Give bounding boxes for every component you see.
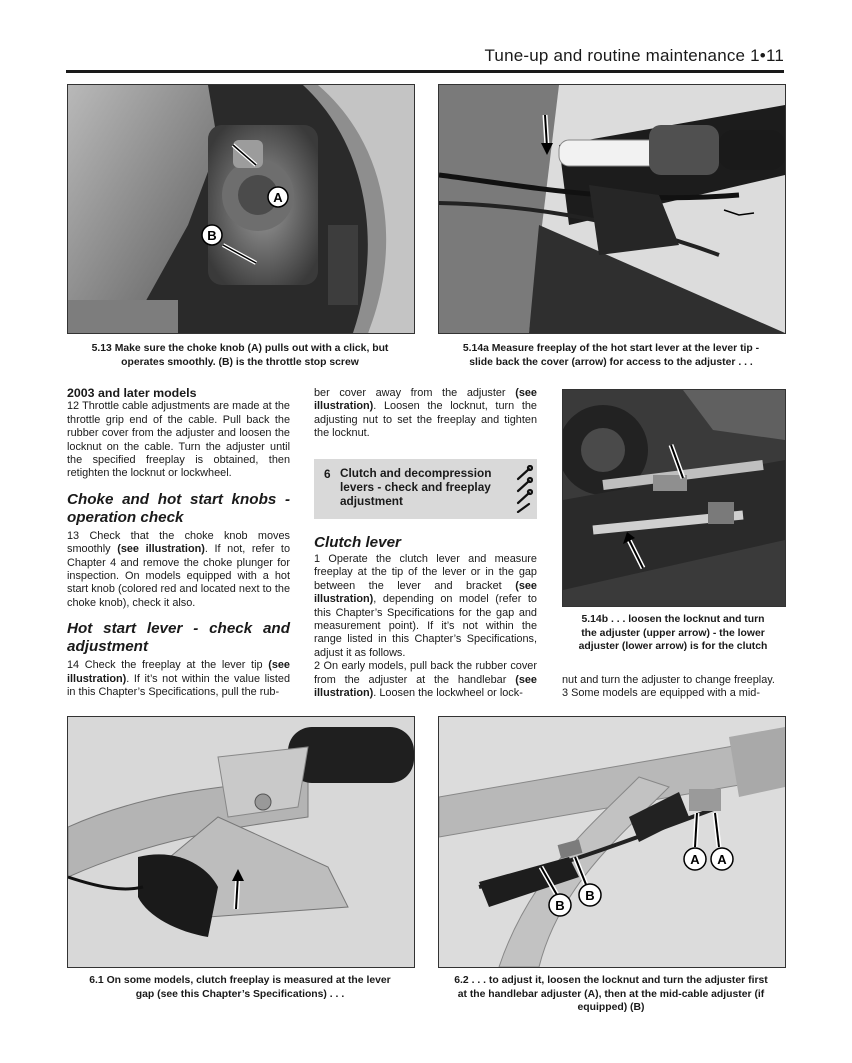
column-2 — [314, 387, 537, 441]
heading-hot-start-lever: Hot start lever - check and adjustment — [67, 620, 290, 656]
caption-5-13: 5.13 Make sure the choke knob (A) pulls out with a click, but operates smoothly. (B) is the throttle stop screw — [91, 343, 389, 368]
clutch-adjusters-photo — [439, 717, 785, 967]
paragraph-13: 13 Check that the choke knob moves smoothly (see illustration). If not, refer to Chapter 4 and remove the choke plunger for inspection. On models equipped with a hot start knob (colored red and located next to the choke knob), check it also. — [67, 529, 291, 609]
page-header — [66, 40, 784, 73]
heading-2003-later-models: 2003 and later models — [67, 386, 197, 400]
section-title: Clutch and decompression levers - check and freeplay adjustment — [340, 466, 492, 508]
photo-5-13-carburetor — [67, 84, 415, 334]
svg-text:A: A — [273, 190, 283, 205]
caption-5-14a: 5.14a Measure freeplay of the hot start lever at the lever tip - slide back the cover (arrow) for access to the adjuster . . . — [462, 343, 760, 368]
caption-6-2: 6.2 . . . to adjust it, loosen the locknut and turn the adjuster first at the handlebar adjuster (A), then at the mid-cable adjuster (if equipped) (B) — [454, 975, 768, 1013]
caption-5-14b: 5.14b . . . loosen the locknut and turn the adjuster (upper arrow) - the lower adjuster (lower arrow) is for the clutch — [578, 614, 768, 652]
svg-text:B: B — [555, 898, 565, 913]
label-b-circle — [579, 884, 601, 906]
svg-text:A: A — [690, 852, 700, 867]
adjusters-photo — [563, 390, 785, 606]
clutch-lever-photo — [68, 717, 414, 967]
label-b-circle — [202, 225, 222, 245]
label-a-circle — [711, 848, 733, 870]
paragraph-14: 14 Check the freeplay at the lever tip (see illustration). If it’s not within the value listed in this Chapter’s Specifications, pull the rub- — [67, 659, 290, 699]
column-3-text: nut and turn the adjuster to change freeplay. 3 Some models are equipped with a mid- — [562, 674, 775, 700]
wrench-rating-icon — [515, 465, 533, 513]
svg-text:A: A — [717, 852, 727, 867]
paragraph-1: 1 Operate the clutch lever and measure freeplay at the tip of the lever or in the gap between the lever and bracket (see illustration), depending on model (refer to this Chapter’s Specifications for the gap and measurement point). If it’s not within the range listed in this Chapter’s Specifications, adjust it as follows. — [314, 553, 537, 659]
heading-choke-hot-start: Choke and hot start knobs - operation check — [67, 490, 290, 526]
paragraph-2: 2 On early models, pull back the rubber cover from the adjuster at the handlebar (see illustration). Loosen the lockwheel or lock- — [314, 660, 537, 700]
svg-text:B: B — [585, 888, 595, 903]
column-2-lower — [314, 534, 537, 700]
carburetor-photo — [68, 85, 414, 333]
label-b-circle — [549, 894, 571, 916]
photo-5-14a-hot-start-lever — [438, 84, 786, 334]
photo-6-1-clutch-lever — [67, 716, 415, 968]
photo-6-2-clutch-adjusters — [438, 716, 786, 968]
paragraph-14-continued: ber cover away from the adjuster (see illustration). Loosen the locknut, turn the adjusting nut to set the freeplay and tighten the locknut. — [314, 387, 537, 440]
column-1 — [67, 387, 290, 700]
header-title: Tune-up and routine maintenance 1•11 — [484, 46, 784, 65]
svg-text:B: B — [207, 228, 217, 243]
label-a-circle — [268, 187, 288, 207]
photo-5-14b-adjusters — [562, 389, 786, 607]
section-6-header — [314, 459, 537, 519]
label-a-circle — [684, 848, 706, 870]
hot-start-lever-photo — [439, 85, 785, 333]
caption-6-1: 6.1 On some models, clutch freeplay is measured at the lever gap (see this Chapter’s Specifications) . . . — [89, 975, 391, 1000]
heading-clutch-lever: Clutch lever — [314, 534, 401, 551]
section-number: 6 — [324, 467, 331, 481]
paragraph-12: 12 Throttle cable adjustments are made at the throttle grip end of the cable. Pull back the rubber cover from the adjuster and loosen the locknut on the cable. Turn the adjuster until the specified freeplay is obtained, then retighten the locknut or lockwheel. — [67, 400, 290, 480]
